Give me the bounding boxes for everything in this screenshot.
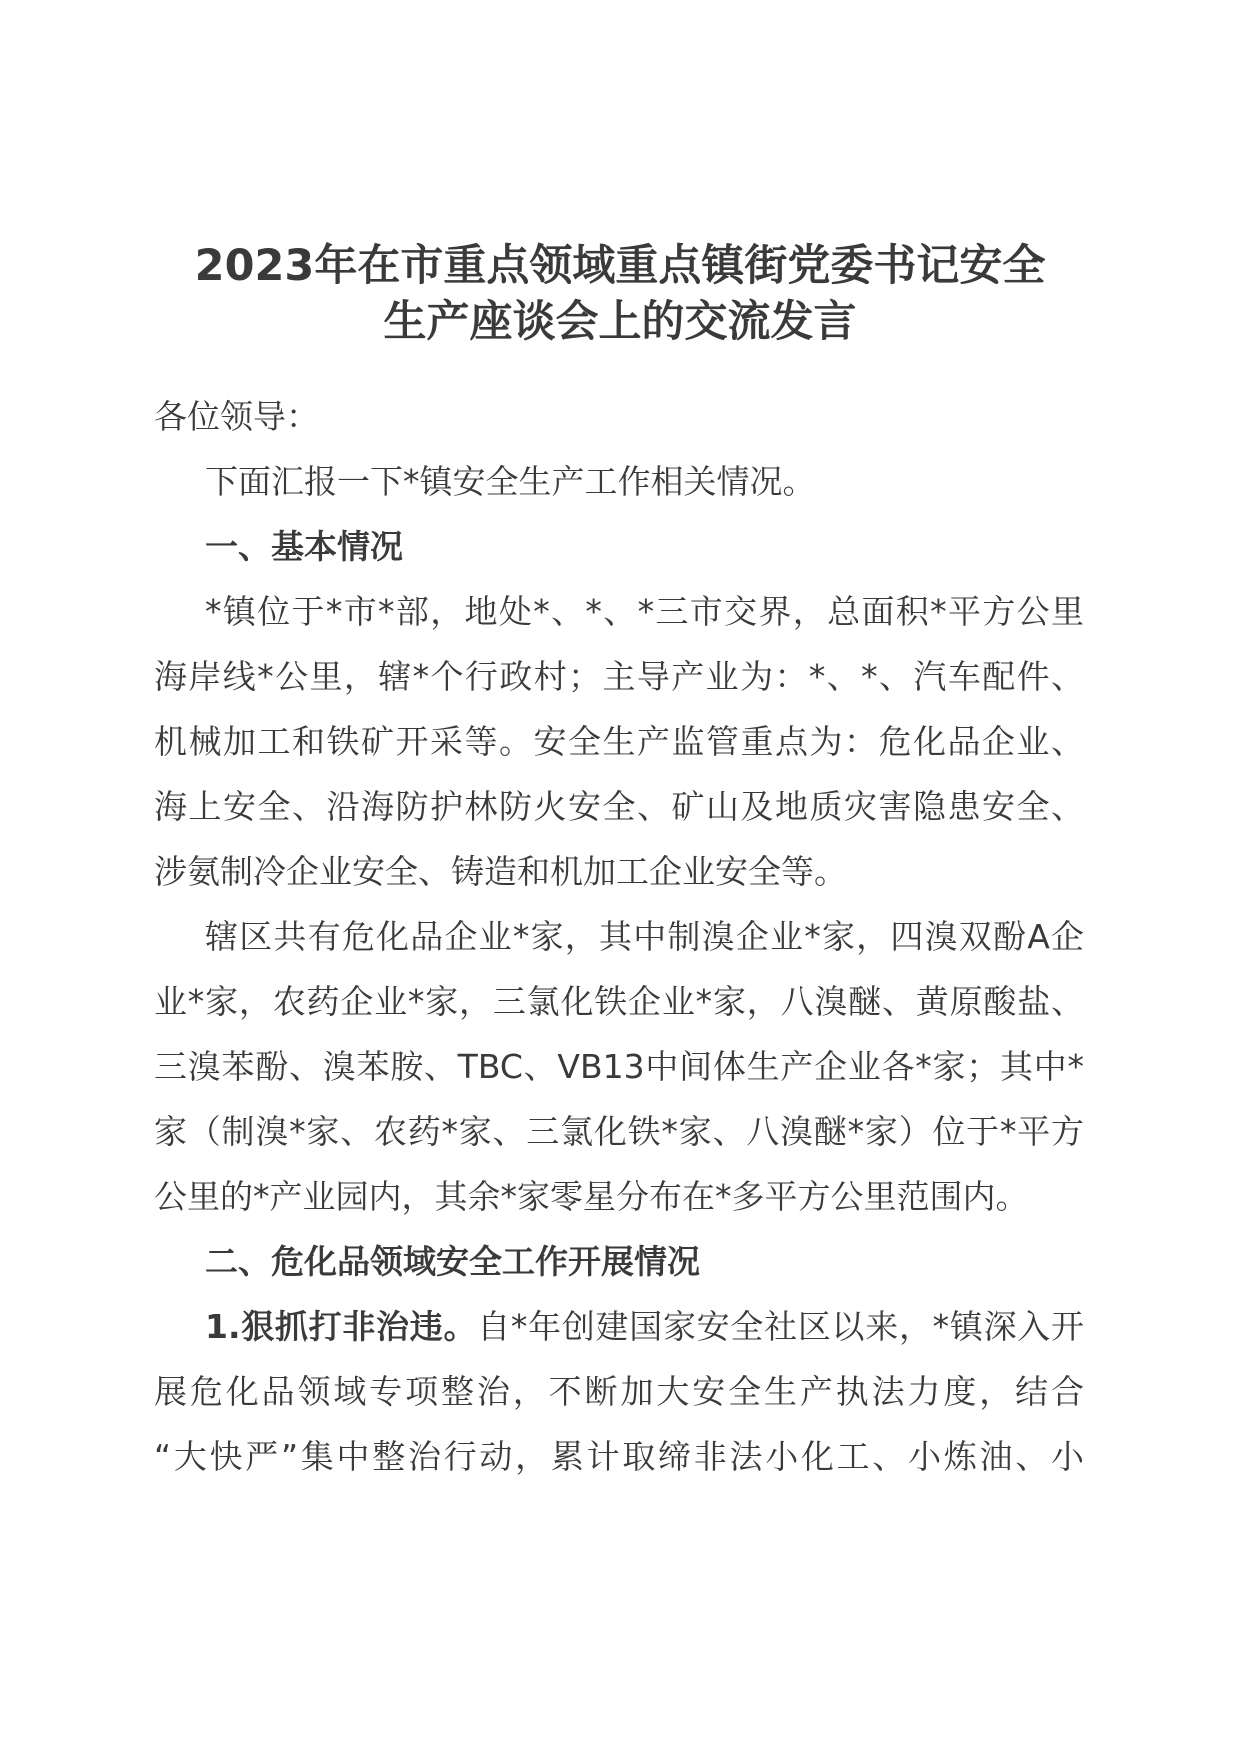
paragraph-line-rest: 自*年创建国家安全社区以来，*镇深入开 [477,1307,1084,1346]
document-title [140,238,1100,350]
intro-text: 下面汇报一下*镇安全生产工作相关情况。 [205,462,816,501]
paragraph-line: 家（制溴*家、农药*家、三氯化铁*家、八溴醚*家）位于*平方 [154,1112,1084,1151]
title-line-1: 2023年在市重点领域重点镇街党委书记安全 [194,241,1046,291]
basic-info-paragraph [154,579,1084,904]
paragraph-line: 辖区共有危化品企业*家，其中制溴企业*家，四溴双酚A企 [205,917,1084,956]
intro-paragraph [154,449,1084,514]
title-line-2: 生产座谈会上的交流发言 [383,297,857,347]
paragraph-line: 业*家，农药企业*家，三氯化铁企业*家，八溴醚、黄原酸盐、 [154,982,1084,1021]
paragraph-line: 海上安全、沿海防护林防火安全、矿山及地质灾害隐患安全、 [154,787,1084,826]
paragraph-line: *镇位于*市*部，地处*、*、*三市交界，总面积*平方公里 [205,592,1084,631]
section-1-heading-paragraph [154,514,1084,579]
paragraph-line: 海岸线*公里，辖*个行政村；主导产业为：*、*、汽车配件、 [154,657,1084,696]
section-2-heading: 二、危化品领域安全工作开展情况 [205,1242,700,1281]
paragraph-line: 公里的*产业园内，其余*家零星分布在*多平方公里范围内。 [154,1177,1029,1216]
paragraph-line [154,1294,1084,1359]
paragraph-line: 展危化品领域专项整治，不断加大安全生产执法力度，结合 [154,1372,1084,1411]
paragraph-line: 机械加工和铁矿开采等。安全生产监管重点为：危化品企业、 [154,722,1084,761]
paragraph-line: 涉氨制冷企业安全、铸造和机加工企业安全等。 [154,852,847,891]
enterprise-info-paragraph [154,904,1084,1229]
paragraph-lead: 1.狠抓打非治违。 [205,1307,478,1346]
paragraph-line: 三溴苯酚、溴苯胺、TBC、VB13中间体生产企业各*家；其中* [154,1047,1084,1086]
salutation: 各位领导： [154,397,319,436]
crackdown-paragraph [154,1294,1084,1489]
section-1-heading: 一、基本情况 [205,527,403,566]
salutation-paragraph [154,384,1084,449]
section-2-heading-paragraph [154,1229,1084,1294]
document-body [154,384,1084,1489]
paragraph-line: “大快严”集中整治行动，累计取缔非法小化工、小炼油、小 [154,1437,1084,1476]
